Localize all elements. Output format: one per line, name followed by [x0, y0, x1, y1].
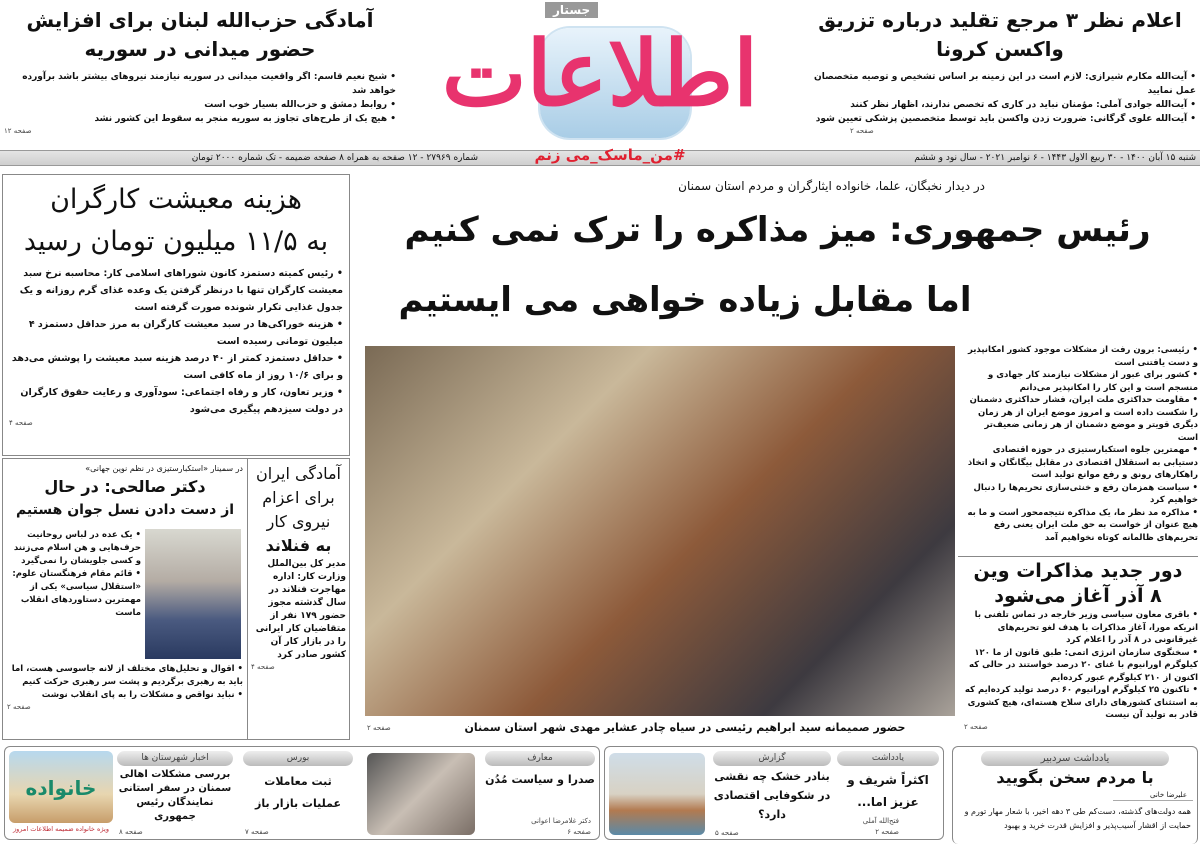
- bullet: • سخنگوی سازمان انرژی اتمی: طبق قانون از ما ۱۲۰ کیلوگرم اورانیوم با غنای ۲۰ درصد خواستند در حالی که اکنون از ۲۱۰ کیلوگرم عبور کرده‌ایم: [958, 647, 1198, 685]
- workers-story: [2, 174, 350, 456]
- page-ref: صفحه ۲: [964, 722, 988, 731]
- top-left-story: [0, 6, 400, 146]
- bullet: • مهمترین جلوه استکبارستیزی در حوزه اقتصادی دستیابی به استقلال اقتصادی در مقابل بیگانگان و اتخاذ راهکارهای رونق و رفع موانع تولید است: [963, 444, 1198, 482]
- bullet: • سیاست همزمان رفع و خنثی‌سازی تحریم‌ها را دنبال خواهیم کرد: [963, 482, 1198, 507]
- bullets: [0, 70, 400, 126]
- bullet: • آیت‌الله جوادی آملی: مؤمنان نباید در کاری که تخصص ندارند، اظهار نظر کنند: [804, 98, 1196, 112]
- section-tag: اخبار شهرستان ها: [117, 751, 233, 766]
- section-tag: گزارش: [713, 751, 831, 766]
- headline-line: برای اعزام: [262, 488, 335, 507]
- kicker: در سمینار «استکبارستیزی در نظم نوین جهانی»: [85, 464, 243, 473]
- bullets: [7, 663, 243, 702]
- author: علیرضا خانی: [1113, 790, 1193, 801]
- bullets: [9, 265, 343, 418]
- bullet: • باقری معاون سیاسی وزیر خارجه در تماس تلفنی با انریکه مورا، آغاز مذاکرات با هدف لغو تحریم‌های غیرقانونی در ۸ آذر را اعلام کرد: [958, 609, 1198, 647]
- bottom-strip-left: [4, 746, 600, 840]
- item-title: ثبت معاملات عملیات بازار باز: [254, 775, 341, 810]
- bullet: • یک عده در لباس روحانیت حرف‌هایی و هن اسلام می‌زنند و کسی جلویشان را نمی‌گیرد: [7, 529, 141, 568]
- salehi-story: [3, 459, 247, 739]
- bullet: • هزینه خوراکی‌ها در سبد معیشت کارگران به مرز حداقل دستمزد ۴ میلیون تومانی رسیده است: [9, 316, 343, 350]
- bullet: • نباید نواقص و مشکلات را به پای انقلاب نوشت: [7, 689, 243, 702]
- page-ref: صفحه ۲: [367, 724, 391, 732]
- page-ref: صفحه ۲: [875, 828, 899, 836]
- lead-bullets: [963, 344, 1198, 544]
- editorial-title: با مردم سخن بگویید: [996, 768, 1154, 787]
- item-maaref[interactable]: [485, 751, 595, 837]
- item-report[interactable]: [713, 751, 831, 837]
- page-ref: صفحه ۴: [251, 663, 275, 671]
- bullet: • رئیسی: برون رفت از مشکلات موجود کشور امکانپذیر و دست یافتنی است: [963, 344, 1198, 369]
- editorial-body: همه دولت‌های گذشته، دست‌کم طی ۳ دهه اخیر، با شعار مهار تورم و حمایت از اقشار آسیب‌پذیر و افزایش قدرت خرید و بهبود: [964, 807, 1191, 830]
- bottom-strip-middle: [604, 746, 944, 840]
- bullet: • حداقل دستمزد کمتر از ۴۰ درصد هزینه سبد معیشت را پوشش می‌دهد و برای ۱۰/۶ روز از ماه کافی است: [9, 350, 343, 384]
- page-ref: صفحه ۱۲: [4, 127, 32, 135]
- section-tag: یادداشت: [837, 751, 939, 766]
- headline-line: واکسن کرونا: [936, 37, 1064, 61]
- headline-line: هزینه معیشت کارگران: [50, 184, 302, 215]
- issue-text: شماره ۲۷۹۶۹ - ۱۲ صفحه به همراه ۸ صفحه ضمیمه - تک شماره ۲۰۰۰ تومان: [191, 153, 478, 163]
- bullets: [800, 70, 1200, 126]
- page-ref: صفحه ۲: [7, 703, 31, 711]
- editorial[interactable]: [952, 746, 1198, 844]
- bullet: • آیت‌الله مکارم شیرازی: لازم است در این زمینه بر اساس تشخیص و توصیه متخصصان عمل نمایید: [804, 70, 1196, 98]
- item-note[interactable]: [837, 751, 939, 837]
- side-bullets: [7, 529, 141, 620]
- page-ref: صفحه ۶: [567, 828, 591, 836]
- lower-left-box: [2, 458, 350, 740]
- page-ref: صفحه ۸: [119, 828, 143, 836]
- hashtag: #من_ماسک_می زنم: [534, 146, 686, 164]
- headline-line: آمادگی ایران: [256, 464, 341, 483]
- page-ref: صفحه ۵: [715, 829, 739, 837]
- item-title: بررسی مشکلات اهالی سمنان در سفر استانی نمایندگان رئیس جمهوری: [118, 769, 232, 822]
- bullet: • آیت‌الله علوی گرگانی: ضرورت زدن واکسن باید توسط متخصصین پزشکی تعیین شود: [804, 112, 1196, 126]
- section-tag: یادداشت سردبیر: [981, 751, 1169, 766]
- salehi-photo: [145, 529, 241, 659]
- family-caption: ویژه خانواده ضمیمه اطلاعات امروز: [13, 825, 109, 833]
- headline-line: اعلام نظر ۳ مرجع تقلید درباره تزریق: [818, 8, 1182, 32]
- bullet: • تاکنون ۲۵ کیلوگرم اورانیوم ۶۰ درصد تولید کرده‌ایم که به استثنای کشورهای دارای سلاح هسته‌ای، هیچ کشوری قادر به تولید آن نیست: [958, 684, 1198, 722]
- bullet: • هیچ یک از طرح‌های تجاوز به سوریه منجر به سقوط این کشور نشد: [4, 112, 396, 126]
- author: فتح‌الله آملی: [862, 817, 899, 825]
- item-title: صدرا و سیاست مُدُن: [485, 773, 595, 786]
- family-logo: خانواده: [25, 776, 97, 800]
- logo-label: جستار: [545, 2, 598, 18]
- bullet: • قائم مقام فرهنگستان علوم: «استقلال سیاسی» یکی از مهمترین دستاوردهای انقلاب ماست: [7, 568, 141, 620]
- headline-line: به فنلاند: [265, 536, 332, 555]
- body-text: مدیر کل بین‌الملل وزارت کار: اداره مهاجرت فنلاند در سال گذشته مجوز حضور ۱۷۹ نفر از متقاضیان کار ایرانی را در بازار کار آن کشور صادر کرد: [255, 559, 346, 660]
- finland-story: [247, 459, 349, 739]
- headline-line: از دست دادن نسل جوان هستیم: [15, 502, 235, 518]
- kicker: در دیدار نخبگان، علما، خانواده ایثارگران و مردم استان سمنان: [678, 179, 985, 193]
- headline-line: نیروی کار: [266, 512, 331, 531]
- lead-photo: [365, 346, 955, 716]
- headline-line: به ۱۱/۵ میلیون تومان رسید: [23, 226, 329, 257]
- bullet: • کشور برای عبور از مشکلات نیازمند کار جهادی و منسجم است و این کار را امکانپذیر می‌دانم: [963, 369, 1198, 394]
- page-ref: صفحه ۴: [9, 419, 33, 427]
- bullet: • رئیس کمیته دستمزد کانون شوراهای اسلامی کار: محاسبه نرخ سبد معیشت کارگران تنها با درنظر گرفتن یک وعده غذای گرم روزانه و یک جدول غذایی تکرار شونده صورت گرفته است: [9, 265, 343, 316]
- vienna-story: [958, 556, 1198, 744]
- headline-line: ۸ آذر آغاز می‌شود: [994, 585, 1162, 607]
- bullet: • وزیر تعاون، کار و رفاه اجتماعی: سودآوری و رعایت حقوق کارگران در دولت سیزدهم پیگیری می‌شود: [9, 384, 343, 418]
- author: دکتر غلامرضا اعوانی: [531, 817, 591, 825]
- photo-caption: حضور صمیمانه سید ابراهیم رئیسی در سیاه چادر عشایر مهدی شهر استان سمنان: [464, 721, 906, 734]
- item-bourse[interactable]: [243, 751, 353, 837]
- headline-line: رئیس جمهوری: میز مذاکره را ترک نمی کنیم: [404, 210, 1151, 250]
- headline-line: دکتر صالحی: در حال: [44, 477, 206, 496]
- top-right-story: [800, 6, 1200, 146]
- item-cities[interactable]: [117, 751, 233, 837]
- bullet: • مقاومت حداکثری ملت ایران، فشار حداکثری دشمنان را شکست داده است و امروز موضع ایران از هر زمان دیگری قویتر و موضع دشمنان از هر زمانی ضعیف‌تر است: [963, 394, 1198, 444]
- bullet: • شیخ نعیم قاسم: اگر واقعیت میدانی در سوریه نیازمند نیروهای بیشتر باشد برآورده خواهد شد: [4, 70, 396, 98]
- bullets: [958, 609, 1198, 722]
- family-supplement[interactable]: [9, 751, 113, 835]
- item-title: اکثراً شریف و عزیز اما...: [847, 773, 929, 809]
- headline-line: اما مقابل زیاده خواهی می ایستیم: [398, 280, 972, 320]
- maaref-photo: [367, 753, 475, 835]
- report-photo: [609, 753, 705, 835]
- salehi-bottom: [7, 663, 243, 712]
- bullet: • مذاکره مد نظر ما، یک مذاکره نتیجه‌محور است و ما به هیچ عنوان از خواست به حق ملت ایران یعنی رفع تحریم‌های ظالمانه کوتاه نخواهیم آمد: [963, 507, 1198, 545]
- bullet: • اقوال و تحلیل‌های مختلف از لانه جاسوسی هست، اما باید به رهبری برگردیم و پشت سر رهبری حرکت کنیم: [7, 663, 243, 689]
- section-tag: معارف: [485, 751, 595, 766]
- headline-line: دور جدید مذاکرات وین: [973, 560, 1183, 582]
- date-text: شنبه ۱۵ آبان ۱۴۰۰ - ۳۰ ربیع الاول ۱۴۴۳ - ۶ نوامبر ۲۰۲۱ - سال نود و ششم: [914, 153, 1196, 163]
- page-ref: صفحه ۷: [245, 828, 269, 836]
- bullet: • روابط دمشق و حزب‌الله بسیار خوب است: [4, 98, 396, 112]
- headline-line: آمادگی حزب‌الله لبنان برای افزایش: [26, 8, 374, 32]
- logo: اطلاعات: [441, 21, 759, 127]
- masthead: [400, 0, 800, 164]
- item-title: بنادر خشک چه نقشی در شکوفایی اقتصادی دارد؟: [713, 770, 831, 821]
- headline-line: حضور میدانی در سوریه: [84, 37, 316, 61]
- section-tag: بورس: [243, 751, 353, 766]
- page-ref: صفحه ۲: [850, 127, 874, 135]
